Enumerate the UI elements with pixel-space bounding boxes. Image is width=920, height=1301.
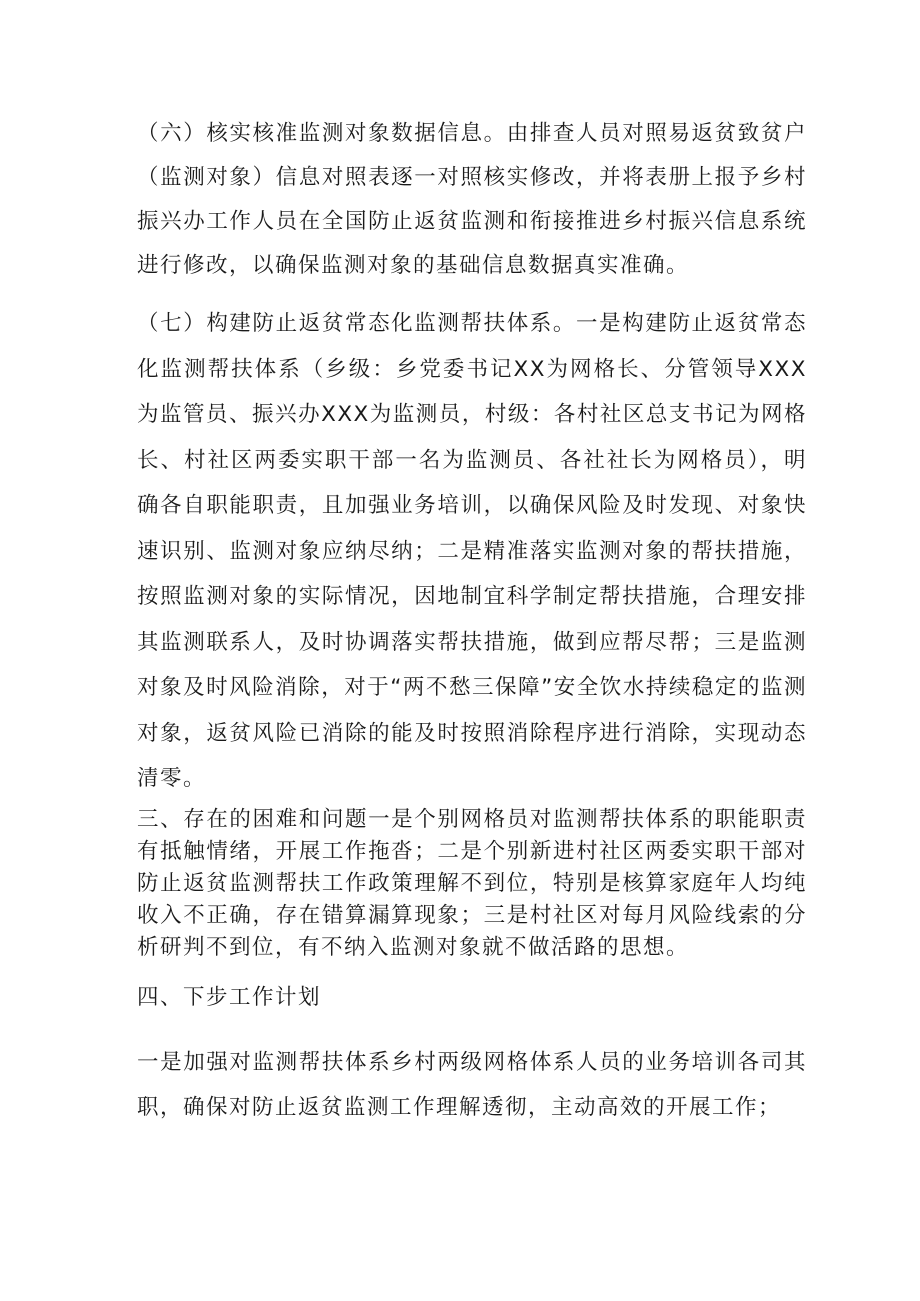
paragraph-section-3-difficulties: 三、存在的困难和问题一是个别网格员对监测帮扶体系的职能职责有抵触情绪，开展工作拖沓；二是个别新进村社区两委实职干部对防止返贫监测帮扶工作政策理解不到位，特别是核算家庭年人均纯收入不正确，存在错算漏算现象；三是村社区对每月风险线索的分析研判不到位，有不纳入监测对象就不做活路的思想。 xyxy=(137,806,807,960)
paragraph-section-6: （六）核实核准监测对象数据信息。由排查人员对照易返贫致贫户（监测对象）信息对照表逐一对照核实修改，并将表册上报予乡村振兴办工作人员在全国防止返贫监测和衔接推进乡村振兴信息系统进行修改，以确保监测对象的基础信息数据真实准确。 xyxy=(137,121,807,278)
document-body xyxy=(137,112,807,1130)
heading-section-4-next-steps: 四、下步工作计划 xyxy=(137,984,322,1010)
paragraph-section-7: （七）构建防止返贫常态化监测帮扶体系。一是构建防止返贫常态化监测帮扶体系（乡级：乡党委书记XX为网格长、分管领导XXX为监管员、振兴办XXX为监测员，村级：各村社区总支书记为网格长、村社区两委实职干部一名为监测员、各社社长为网格员），明确各自职能职责，且加强业务培训，以确保风险及时发现、对象快速识别、监测对象应纳尽纳；二是精准落实监测对象的帮扶措施，按照监测对象的实际情况，因地制宜科学制定帮扶措施，合理安排其监测联系人，及时协调落实帮扶措施，做到应帮尽帮；三是监测对象及时风险消除，对于“两不愁三保障”安全饮水持续稳定的监测对象，返贫风险已消除的能及时按照消除程序进行消除，实现动态清零。 xyxy=(137,311,807,791)
paragraph-plan-item-1: 一是加强对监测帮扶体系乡村两级网格体系人员的业务培训各司其职，确保对防止返贫监测工作理解透彻，主动高效的开展工作； xyxy=(137,1049,807,1120)
